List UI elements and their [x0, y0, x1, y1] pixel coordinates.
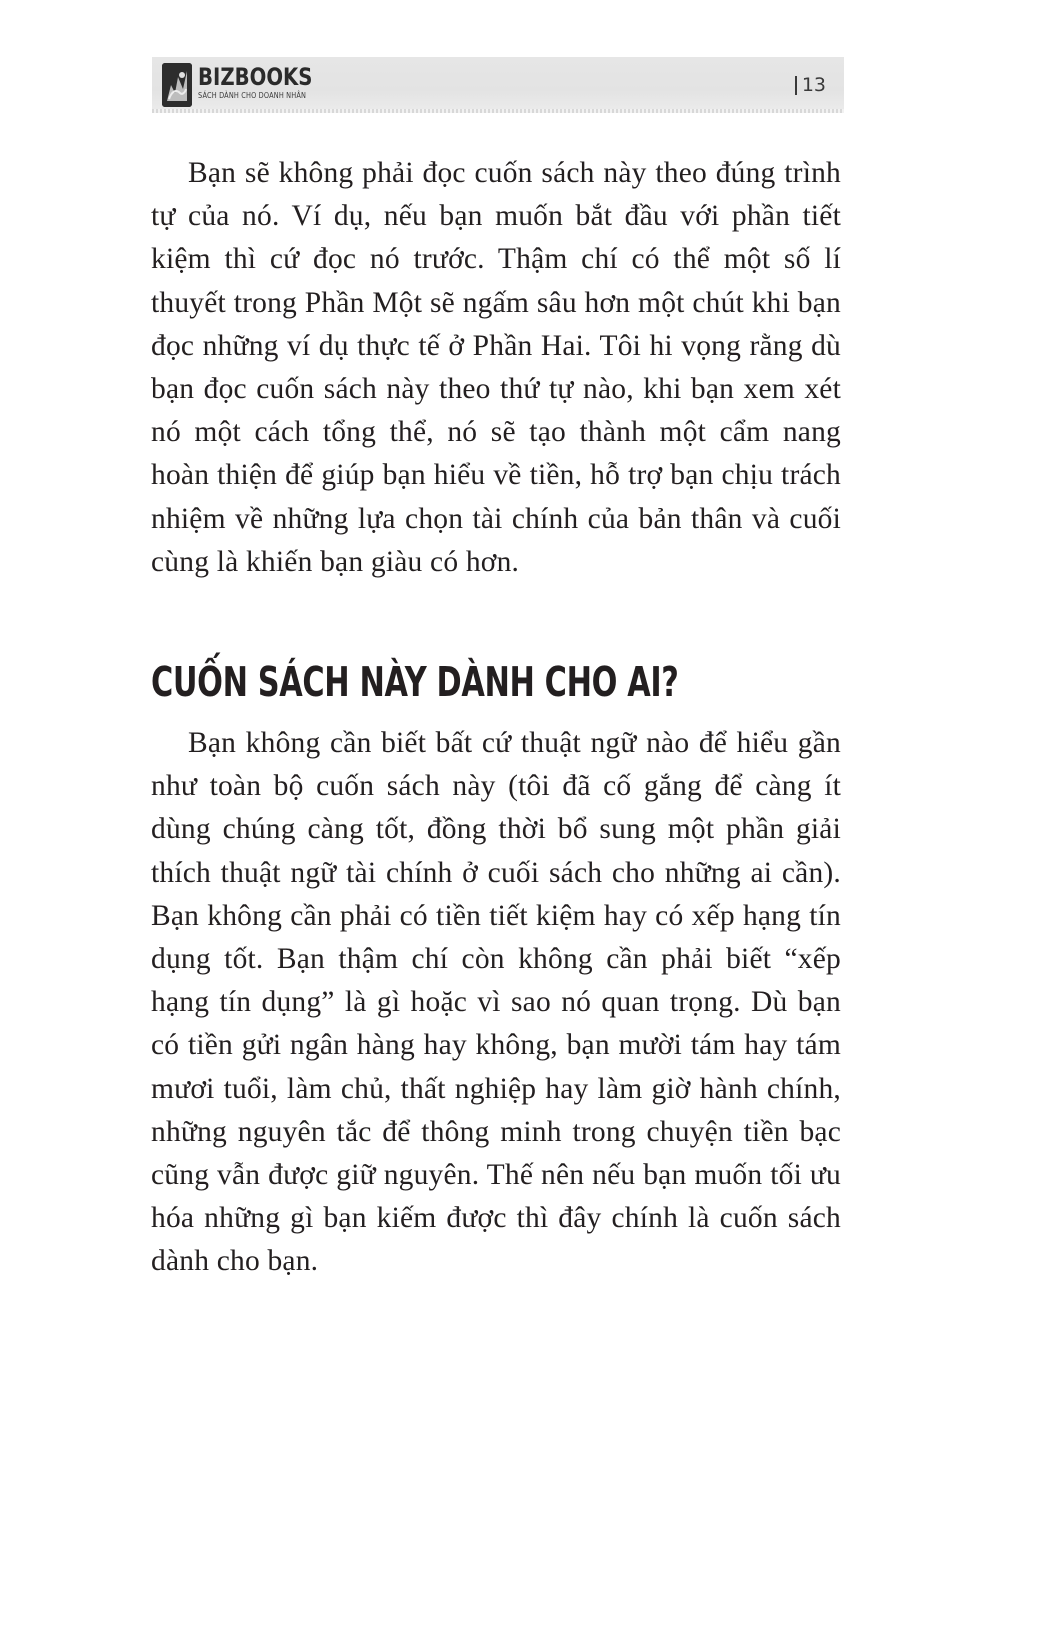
brand-logo	[162, 63, 338, 107]
section-heading-wrapper	[151, 657, 841, 707]
section-heading: CUỐN SÁCH NÀY DÀNH CHO AI?	[151, 658, 679, 707]
paragraph-audience: Bạn không cần biết bất cứ thuật ngữ nào để hiểu gần như toàn bộ cuốn sách này (tôi đã cố gắng để càng ít dùng chúng càng tốt, đồng thời bổ sung một phần giải thích thuật ngữ tài chính ở cuối sách cho những ai cần). Bạn không cần phải có tiền tiết kiệm hay có xếp hạng tín dụng tốt. Bạn thậm chí còn không cần phải biết “xếp hạng tín dụng” là gì hoặc vì sao nó quan trọng. Dù bạn có tiền gửi ngân hàng hay không, bạn mười tám hay tám mươi tuổi, làm chủ, thất nghiệp hay làm giờ hành chính, những nguyên tắc để thông minh trong chuyện tiền bạc cũng vẫn được giữ nguyên. Thế nên nếu bạn muốn tối ưu hóa những gì bạn kiếm được thì đây chính là cuốn sách dành cho bạn.	[151, 727, 841, 1278]
paragraph-reading-order: Bạn sẽ không phải đọc cuốn sách này theo đúng trình tự của nó. Ví dụ, nếu bạn muốn bắt đầu với phần tiết kiệm thì cứ đọc nó trước. Thậm chí có thể một số lí thuyết trong Phần Một sẽ ngấm sâu hơn một chút khi bạn đọc những ví dụ thực tế ở Phần Hai. Tôi hi vọng rằng dù bạn đọc cuốn sách này theo thứ tự nào, khi bạn xem xét nó một cách tổng thể, nó sẽ tạo thành một cẩm nang hoàn thiện để giúp bạn hiểu về tiền, hỗ trợ bạn chịu trách nhiệm về những lựa chọn tài chính của bản thân và cuối cùng là khiến bạn giàu có hơn.	[151, 157, 841, 578]
page-number-divider	[795, 76, 797, 95]
page-header	[152, 57, 844, 113]
brand-tagline: SÁCH DÀNH CHO DOANH NHÂN	[198, 91, 307, 100]
page-number-value: 13	[801, 74, 826, 96]
page-content	[151, 152, 841, 1284]
header-stripe-decoration	[152, 109, 844, 113]
bizbooks-logo-icon	[162, 63, 192, 107]
brand-name: BIZBOOKS	[198, 63, 313, 91]
page-number	[795, 74, 826, 96]
